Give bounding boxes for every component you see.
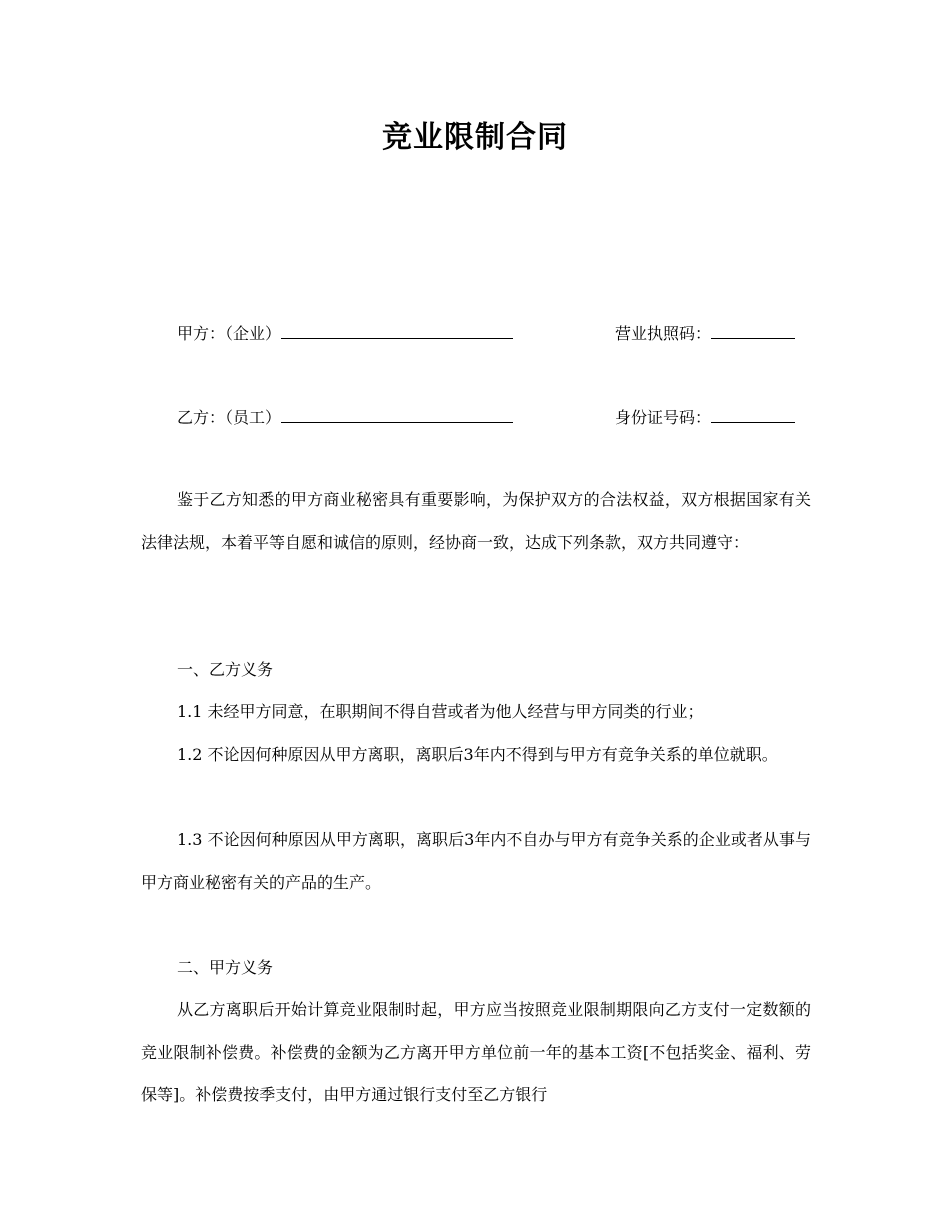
party-b-field bbox=[177, 404, 513, 430]
id-field bbox=[615, 404, 795, 430]
preamble-paragraph: 鉴于乙方知悉的甲方商业秘密具有重要影响，为保护双方的合法权益，双方根据国家有关法律法规，本着平等自愿和诚信的原则，经协商一致，达成下列条款，双方共同遵守： bbox=[141, 490, 811, 552]
clause-1-2: 1.2 不论因何种原因从甲方离职，离职后3年内不得到与甲方有竞争关系的单位就职。 bbox=[177, 745, 778, 764]
party-a-field bbox=[177, 320, 513, 346]
license-label: 营业执照码： bbox=[615, 324, 712, 343]
clause-1-1: 1.1 未经甲方同意，在职期间不得自营或者为他人经营与甲方同类的行业； bbox=[177, 702, 704, 721]
party-a-blank bbox=[281, 320, 513, 339]
party-b-blank bbox=[281, 404, 513, 423]
id-blank bbox=[711, 404, 795, 423]
license-field bbox=[615, 320, 795, 346]
section2-body: 从乙方离职后开始计算竞业限制时起，甲方应当按照竞业限制期限向乙方支付一定数额的竞业限制补偿费。补偿费的金额为乙方离开甲方单位前一年的基本工资[不包括奖金、福利、劳保等]。补偿费按季支付，由甲方通过银行支付至乙方银行 bbox=[141, 1000, 811, 1104]
section2-heading: 二、甲方义务 bbox=[177, 958, 274, 977]
id-label: 身份证号码： bbox=[615, 408, 712, 427]
document-title: 竞业限制合同 bbox=[382, 120, 568, 155]
party-a-label: 甲方：（企业） bbox=[177, 324, 282, 343]
license-blank bbox=[711, 320, 795, 339]
clause-1-3: 1.3 不论因何种原因从甲方离职，离职后3年内不自办与甲方有竞争关系的企业或者从事与甲方商业秘密有关的产品的生产。 bbox=[141, 830, 811, 892]
party-b-label: 乙方：（员工） bbox=[177, 408, 282, 427]
section1-heading: 一、乙方义务 bbox=[177, 660, 274, 679]
